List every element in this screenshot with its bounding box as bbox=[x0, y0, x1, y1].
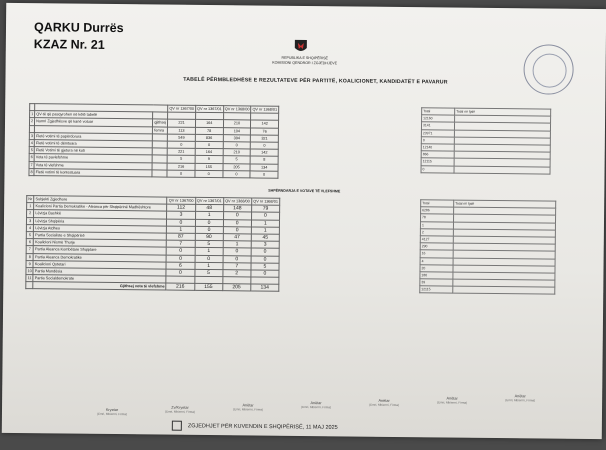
row-number: 5 bbox=[30, 148, 33, 153]
vote-cell: 7 bbox=[223, 262, 251, 269]
party-number: 10 bbox=[27, 269, 32, 274]
party-name: Koalicioni Qytetari bbox=[33, 260, 166, 269]
kqz-logo-icon bbox=[172, 421, 182, 431]
party-total-value: 4 bbox=[420, 257, 453, 265]
document-footer: ZGJEDHJET PËR KUVENDIN E SHQIPËRISË, 11 MAJ 2025 bbox=[172, 421, 472, 434]
table-cell: 113 bbox=[168, 127, 196, 134]
table-cell: 210 bbox=[223, 120, 251, 127]
vote-cell: 0 bbox=[223, 226, 251, 233]
table-cell: 78 bbox=[195, 127, 223, 134]
party-name: Partia Socialiste e Shqipërisë bbox=[34, 232, 167, 241]
row-label: Fletë Votimi të gjetura në kuti bbox=[34, 147, 152, 155]
signature-sub: (Emri, Mbiemri, Firma) bbox=[301, 404, 331, 410]
party-number: 3 bbox=[26, 217, 33, 224]
table-cell: 210 bbox=[223, 149, 251, 156]
total-value: 3141 bbox=[421, 122, 454, 130]
party-name: Lëvizja Bashkë bbox=[34, 210, 167, 219]
row-label: QV-të që pasqyrohen në këtë tabelë bbox=[35, 111, 153, 119]
column-header: QV nr 1367/00 bbox=[168, 198, 194, 203]
total-valid-cell: 134 bbox=[251, 284, 279, 291]
party-name: Lëvizja Atdheu bbox=[34, 224, 167, 233]
parties-table bbox=[25, 195, 280, 292]
table-cell: 5 bbox=[223, 156, 251, 163]
vote-cell: 3 bbox=[251, 241, 279, 248]
party-name: Partia Socialdemokrate bbox=[33, 275, 166, 284]
table-cell: 8 bbox=[250, 156, 278, 163]
vote-cell: 79 bbox=[251, 205, 279, 212]
signature-title: Anëtar bbox=[242, 403, 254, 408]
party-total-value: 180 bbox=[420, 272, 453, 280]
total-value: 23971 bbox=[421, 129, 454, 137]
total-words-header: Total në fjalë bbox=[454, 200, 556, 208]
table-cell: 104 bbox=[223, 127, 251, 134]
table-cell: 221 bbox=[168, 119, 196, 126]
column-header: QV nr 1368/00 bbox=[224, 107, 250, 112]
party-total-row bbox=[420, 286, 555, 295]
table-cell: 394 bbox=[223, 134, 251, 141]
vote-cell: 45 bbox=[251, 234, 279, 241]
party-number: 9 bbox=[26, 260, 33, 267]
signature-block bbox=[82, 408, 142, 417]
vote-cell: 1 bbox=[167, 226, 195, 233]
vote-cell: 0 bbox=[251, 270, 279, 277]
vote-cell: 1 bbox=[251, 227, 279, 234]
signature-title: Anëtar bbox=[446, 396, 458, 401]
party-total-value: 290 bbox=[420, 243, 453, 251]
party-total-value: 39 bbox=[420, 279, 453, 287]
vote-cell: 0 bbox=[166, 247, 194, 254]
vote-cell: 1 bbox=[223, 241, 251, 248]
table-cell: 221 bbox=[167, 148, 195, 155]
party-number: 11 bbox=[27, 276, 32, 281]
total-value: 12140 bbox=[421, 144, 454, 152]
table-cell: 549 bbox=[168, 134, 196, 141]
vote-cell: 112 bbox=[167, 204, 195, 211]
column-header: QV nr 1368/01 bbox=[253, 199, 278, 204]
party-name: Partia Aleanca Kombëtare Shqiptare bbox=[33, 246, 166, 255]
table-cell: 164 bbox=[195, 148, 223, 155]
party-total-value: 16 bbox=[420, 250, 453, 258]
row-number: 4 bbox=[30, 141, 33, 146]
republic-caption: REPUBLIKA E SHQIPËRISË KOMISIONI QENDROR I ZGJEDHJEVE bbox=[272, 55, 338, 66]
signature-sub: (Emri, Mbiemri, Firma) bbox=[505, 398, 536, 403]
row-number: 7 bbox=[30, 162, 33, 167]
vote-cell: 5 bbox=[195, 240, 223, 247]
table-cell: 0 bbox=[167, 170, 195, 177]
row-sublabel bbox=[152, 170, 167, 177]
party-name: Partia Mundësia bbox=[33, 268, 166, 277]
commission-label: KZAZ Nr. 21 bbox=[33, 37, 105, 52]
signature-sub: (Emri, Mbiemri, Firma) bbox=[97, 411, 127, 417]
column-header: QV nr 1367/00 bbox=[169, 106, 195, 111]
row-label: Vota të pavlefshme bbox=[34, 154, 152, 162]
row-number: 6 bbox=[30, 155, 33, 160]
table-cell: 0 bbox=[223, 170, 251, 177]
signature-block bbox=[286, 401, 346, 410]
vote-cell: 0 bbox=[223, 255, 251, 262]
table-cell: 142 bbox=[251, 120, 279, 127]
party-name: Koalicioni Nismë Thurje bbox=[34, 239, 167, 248]
table-cell: 155 bbox=[195, 163, 223, 170]
signature-sub: (Emri, Mbiemri, Firma) bbox=[165, 409, 195, 414]
total-words bbox=[454, 166, 550, 174]
vote-cell: 48 bbox=[195, 205, 223, 212]
total-value: 0 bbox=[421, 136, 454, 144]
total-valid-cell: 216 bbox=[166, 283, 194, 290]
party-number: 7 bbox=[26, 246, 33, 253]
signature-block bbox=[422, 396, 482, 405]
vote-cell: 90 bbox=[195, 233, 223, 240]
vote-cell: 1 bbox=[251, 220, 279, 227]
vote-cell: 0 bbox=[251, 212, 279, 219]
row-number: 8 bbox=[30, 169, 33, 174]
total-valid-row bbox=[26, 282, 279, 292]
signature-sub: (Emri, Mbiemri, Firma) bbox=[437, 400, 468, 405]
signature-block bbox=[354, 399, 414, 408]
table-row bbox=[29, 168, 278, 178]
party-number: 8 bbox=[26, 253, 33, 260]
official-stamp-icon bbox=[523, 44, 574, 95]
vote-cell: 0 bbox=[195, 226, 223, 233]
signature-title: Anëtar bbox=[514, 394, 526, 399]
row-label: Fletë votimi të kontestuara bbox=[34, 168, 152, 176]
vote-cell: 5 bbox=[194, 269, 222, 276]
row-sublabel: femra bbox=[153, 126, 168, 133]
table-cell: 836 bbox=[195, 134, 223, 141]
total-valid-cell: 205 bbox=[222, 284, 250, 291]
vote-cell: 1 bbox=[195, 212, 223, 219]
vote-cell: 7 bbox=[167, 240, 195, 247]
total-header: Total bbox=[421, 200, 454, 208]
table-cell: 205 bbox=[223, 163, 251, 170]
subject-header: Subjekti Zgjedhore bbox=[34, 196, 167, 205]
row-label: Vota të vlefshme bbox=[34, 161, 152, 169]
signature-title: Kryetar bbox=[105, 407, 119, 413]
vote-cell: 1 bbox=[195, 248, 223, 255]
party-number: 6 bbox=[26, 239, 33, 246]
total-valid-label: Gjithsej vota të vlefshme bbox=[33, 282, 166, 291]
table-cell: 76 bbox=[251, 127, 279, 134]
table-cell: 321 bbox=[251, 135, 279, 142]
row-label: Fletë votimi të dëmtuara bbox=[34, 140, 152, 148]
party-total-value: 4127 bbox=[420, 236, 453, 244]
signature-title: Anëtar bbox=[310, 401, 322, 406]
signature-sub: (Emri, Mbiemri, Firma) bbox=[369, 402, 400, 408]
total-words-header: Total në fjalë bbox=[455, 108, 551, 116]
column-header: QV nr 1367/01 bbox=[197, 106, 222, 112]
row-label: Numri Zgjedhësve që kanë votuar bbox=[35, 118, 153, 126]
party-total-words bbox=[453, 286, 555, 294]
table-cell: 142 bbox=[250, 149, 278, 156]
vote-cell: 2 bbox=[223, 270, 251, 277]
party-total-value: 20 bbox=[420, 264, 453, 272]
party-number: 4 bbox=[26, 224, 33, 231]
signature-title: Zv/Kryetar bbox=[171, 405, 189, 410]
party-name: Partia Aleanca Demokratike bbox=[33, 253, 166, 262]
vote-cell: 1 bbox=[194, 262, 222, 269]
document-title: TABELË PËRMBLEDHËSE E REZULTATEVE PËR PARTITË, KOALICIONET, KANDIDATËT E PAVARUR bbox=[183, 76, 448, 86]
vote-cell: 3 bbox=[167, 211, 195, 218]
column-header: QV nr 1368/01 bbox=[252, 107, 278, 112]
vote-cell: 0 bbox=[166, 255, 194, 262]
row-label: Fletë votimi të papërdorura bbox=[34, 132, 152, 140]
total-valid-cell: 155 bbox=[194, 284, 222, 291]
document-header bbox=[34, 19, 124, 54]
signature-sub: (Emri, Mbiemri, Firma) bbox=[233, 407, 263, 412]
row-sublabel: gjithsej bbox=[154, 120, 167, 126]
row-number: 2 bbox=[31, 119, 34, 124]
vote-cell: 0 bbox=[195, 255, 223, 262]
vote-cell: 0 bbox=[223, 212, 251, 219]
total-value: 866 bbox=[421, 151, 454, 159]
vote-cell: 0 bbox=[223, 219, 251, 226]
document-photo bbox=[2, 3, 606, 439]
row-number: 1 bbox=[31, 112, 34, 117]
column-header: QV nr 1368/00 bbox=[225, 199, 250, 204]
signature-block bbox=[490, 394, 550, 403]
vote-cell: 87 bbox=[167, 233, 195, 240]
party-total-value: 6286 bbox=[421, 207, 454, 215]
vote-cell: 47 bbox=[223, 234, 251, 241]
vote-cell: 148 bbox=[223, 205, 251, 212]
table-cell: 0 bbox=[167, 141, 195, 148]
party-name: Koalicioni Partia Demokratike - Aleanca për Shqipërinë Madhështore bbox=[34, 203, 167, 212]
column-header: QV nr 1367/01 bbox=[196, 198, 222, 204]
vote-cell: 0 bbox=[251, 255, 279, 262]
table-cell: 5 bbox=[167, 155, 195, 162]
party-total-value: 1 bbox=[420, 221, 453, 229]
vote-cell: 0 bbox=[251, 248, 279, 255]
total-value: 0 bbox=[421, 165, 454, 173]
party-total-value: 78 bbox=[421, 214, 454, 222]
total-value: 12115 bbox=[421, 158, 454, 166]
table-cell: 216 bbox=[167, 163, 195, 170]
section-title: SHPËRNDARJA E VOTAVE TË VLEFSHME bbox=[268, 188, 341, 194]
party-number: 1 bbox=[27, 203, 34, 210]
party-number: 2 bbox=[27, 210, 34, 217]
totals-row bbox=[421, 165, 550, 174]
total-value: 12160 bbox=[422, 115, 455, 123]
table-cell: 164 bbox=[195, 120, 223, 127]
vote-cell: 0 bbox=[195, 219, 223, 226]
row-number: 3 bbox=[30, 133, 34, 139]
table-cell: 0 bbox=[223, 142, 251, 149]
signature-title: Anëtar bbox=[378, 398, 390, 403]
signature-block bbox=[150, 405, 210, 414]
party-total-value: 12115 bbox=[420, 286, 453, 294]
nr-header: Nr bbox=[28, 197, 33, 202]
table-cell: 0 bbox=[195, 170, 223, 177]
vote-cell: 0 bbox=[166, 269, 194, 276]
parties-totals-table bbox=[419, 199, 556, 295]
summary-totals-table bbox=[421, 107, 552, 174]
vote-cell: 5 bbox=[251, 263, 279, 270]
table-cell: 134 bbox=[250, 163, 278, 170]
party-total-value: 2 bbox=[420, 228, 453, 236]
vote-cell: 0 bbox=[223, 248, 251, 255]
table-cell: 0 bbox=[195, 141, 223, 148]
eagle-emblem-icon bbox=[294, 38, 308, 54]
total-header: Total bbox=[422, 108, 455, 116]
vote-cell: 0 bbox=[167, 219, 195, 226]
region-label: QARKU Durrës bbox=[33, 20, 124, 36]
party-name: Lëvizja Shqipëria bbox=[34, 217, 167, 226]
signature-block bbox=[218, 403, 278, 412]
vote-cell: 6 bbox=[166, 262, 194, 269]
table-cell: 9 bbox=[195, 156, 223, 163]
table-cell: 0 bbox=[250, 171, 278, 178]
table-cell: 0 bbox=[251, 142, 279, 149]
party-number: 5 bbox=[26, 232, 33, 239]
summary-table bbox=[28, 103, 279, 178]
